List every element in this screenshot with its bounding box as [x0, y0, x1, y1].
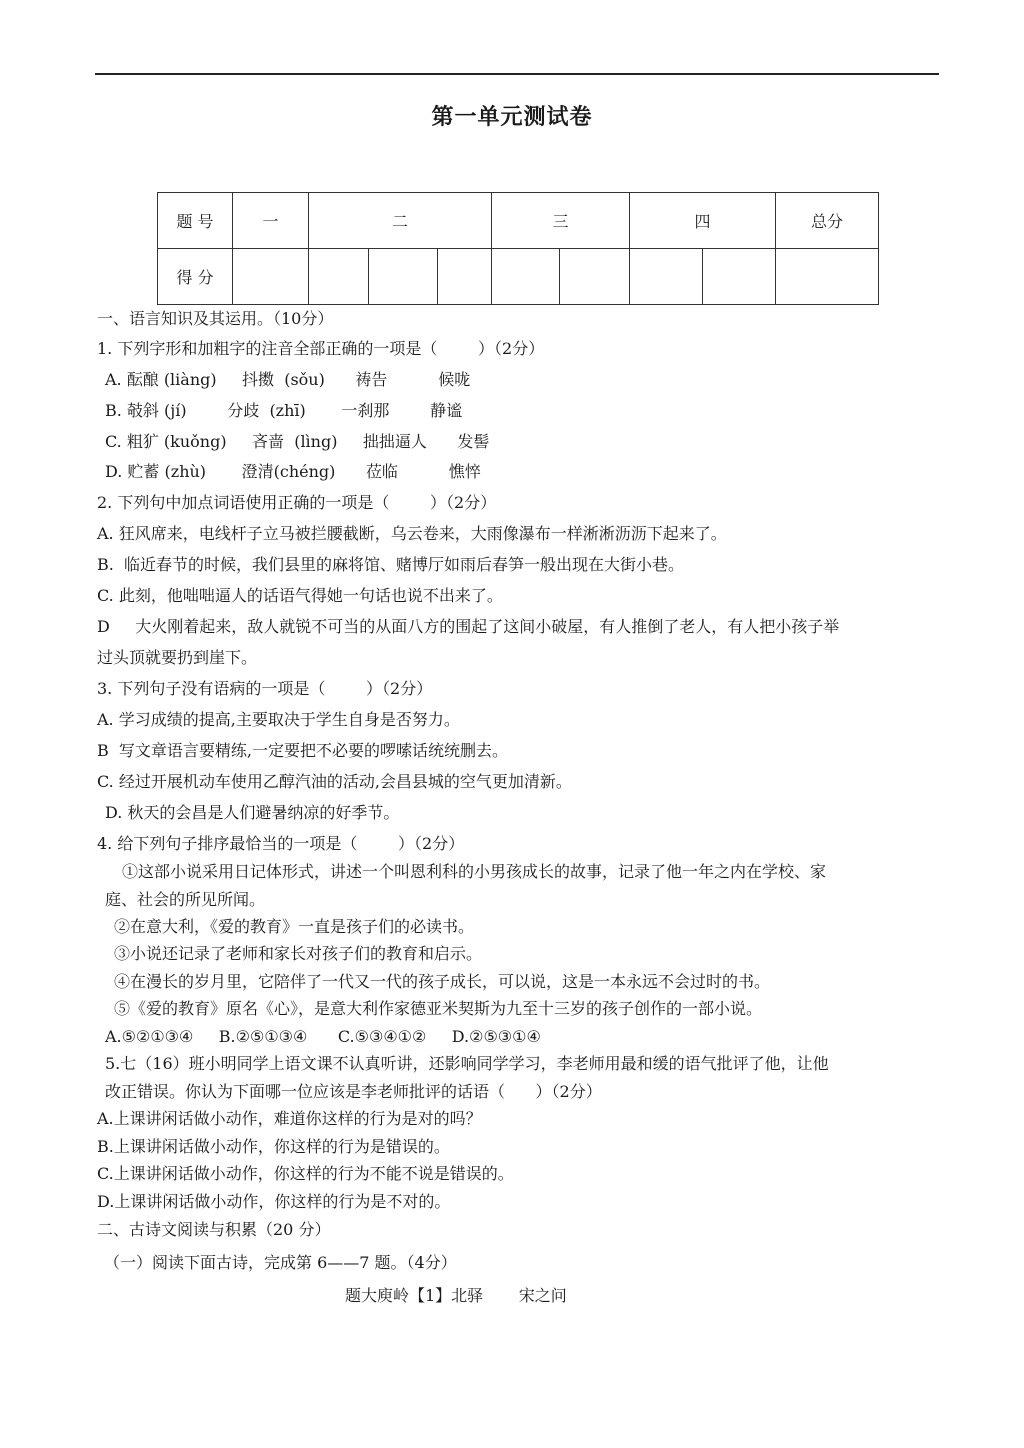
q5-option-d: D.上课讲闲话做小动作，你这样的行为是不对的。 — [97, 1192, 451, 1211]
q2-option-b: B. 临近春节的时候，我们县里的麻将馆、赌博厅如雨后春笋一般出现在大街小巷。 — [97, 555, 685, 574]
q3-option-b: B 写文章语言要精练,一定要把不必要的啰嗦话统统删去。 — [97, 741, 509, 760]
q1-option-d: D. 贮蓄 (zhù) 澄清(chéng) 莅临 憔悴 — [105, 462, 481, 481]
top-rule — [95, 73, 939, 75]
q4-sentence-4: ④在漫长的岁月里，它陪伴了一代又一代的孩子成长，可以说，这是一本永远不会过时的书。 — [114, 972, 771, 991]
q5-option-c: C.上课讲闲话做小动作，你这样的行为不能不说是错误的。 — [97, 1164, 514, 1183]
subsection-1-heading: （一）阅读下面古诗，完成第 6——7 题。（4分） — [104, 1253, 457, 1272]
page-title: 第一单元测试卷 — [431, 104, 593, 130]
question-3: 3. 下列句子没有语病的一项是（ ）（2分） — [97, 679, 433, 698]
score-cell-3a — [492, 249, 560, 305]
total-cell: 总分 — [776, 193, 879, 249]
q1-option-c: C. 粗犷 (kuǒng) 吝啬 (lìng) 拙拙逼人 发髻 — [105, 432, 490, 451]
question-5-cont: 改正错误。你认为下面哪一位应该是李老师批评的话语（ ）（2分） — [105, 1082, 602, 1101]
section-4-cell: 四 — [630, 193, 776, 249]
score-cell-4a — [630, 249, 703, 305]
q2-option-a: A. 狂风席来，电线杆子立马被拦腰截断，乌云卷来，大雨像瀑布一样淅淅沥沥下起来了。 — [97, 524, 727, 543]
header-label-cell: 题 号 — [158, 193, 233, 249]
q2-option-d: D 大火刚着起来，敌人就锐不可当的从面八方的围起了这间小破屋，有人推倒了老人，有人把小孩子举 — [97, 617, 840, 636]
score-label-cell: 得 分 — [158, 249, 233, 305]
q5-option-a: A.上课讲闲话做小动作，难道你这样的行为是对的吗？ — [97, 1109, 482, 1128]
section-1-heading: 一、语言知识及其运用。（10分） — [97, 309, 334, 328]
score-cell-total — [776, 249, 879, 305]
q4-sentence-5: ⑤《爱的教育》原名《心》，是意大利作家德亚米契斯为九至十三岁的孩子创作的一部小说。 — [114, 999, 763, 1018]
section-1-cell: 一 — [233, 193, 309, 249]
score-cell-2c — [438, 249, 492, 305]
score-cell-2a — [309, 249, 369, 305]
q3-option-a: A. 学习成绩的提高,主要取决于学生自身是否努力。 — [97, 710, 460, 729]
q2-option-d-cont: 过头顶就要扔到崖下。 — [97, 648, 258, 667]
question-1: 1. 下列字形和加粗字的注音全部正确的一项是（ ）（2分） — [97, 339, 545, 358]
q4-sentence-1: ①这部小说采用日记体形式，讲述一个叫恩利科的小男孩成长的故事，记录了他一年之内在学校、家 — [122, 862, 827, 881]
score-cell-2b — [369, 249, 438, 305]
q4-options: A.⑤②①③④ B.②⑤①③④ C.⑤③④①② D.②⑤③①④ — [105, 1027, 541, 1046]
section-2-cell: 二 — [309, 193, 492, 249]
q3-option-d: D. 秋天的会昌是人们避暑纳凉的好季节。 — [105, 803, 400, 822]
q1-option-a: A. 酝酿 (liàng) 抖擞 (sǒu) 祷告 候咙 — [105, 370, 471, 389]
score-cell-3b — [560, 249, 630, 305]
question-2: 2. 下列句中加点词语使用正确的一项是（ ）（2分） — [97, 493, 497, 512]
score-cell-4b — [703, 249, 776, 305]
section-3-cell: 三 — [492, 193, 630, 249]
q4-sentence-1-cont: 庭、社会的所见所闻。 — [105, 890, 266, 909]
score-cell-1 — [233, 249, 309, 305]
q4-sentence-3: ③小说还记录了老师和家长对孩子们的教育和启示。 — [114, 944, 483, 963]
q3-option-c: C. 经过开展机动车使用乙醇汽油的活动,会昌县城的空气更加清新。 — [97, 772, 572, 791]
q1-option-b: B. 攲斜 (jí) 分歧 (zhī) 一刹那 静谧 — [105, 401, 463, 420]
poem-title: 题大庾岭【1】北驿 宋之问 — [345, 1286, 567, 1305]
q4-sentence-2: ②在意大利，《爱的教育》一直是孩子们的必读书。 — [114, 917, 475, 936]
q2-option-c: C. 此刻，他咄咄逼人的话语气得她一句话也说不出来了。 — [97, 586, 503, 605]
section-2-heading: 二、古诗文阅读与积累（20 分） — [97, 1220, 331, 1239]
score-table — [157, 192, 879, 305]
q5-option-b: B.上课讲闲话做小动作，你这样的行为是错误的。 — [97, 1137, 450, 1156]
question-5: 5.七（16）班小明同学上语文课不认真听讲，还影响同学学习，李老师用最和缓的语气批评了他，让他 — [105, 1054, 829, 1073]
question-4: 4. 给下列句子排序最恰当的一项是（ ）（2分） — [97, 834, 465, 853]
